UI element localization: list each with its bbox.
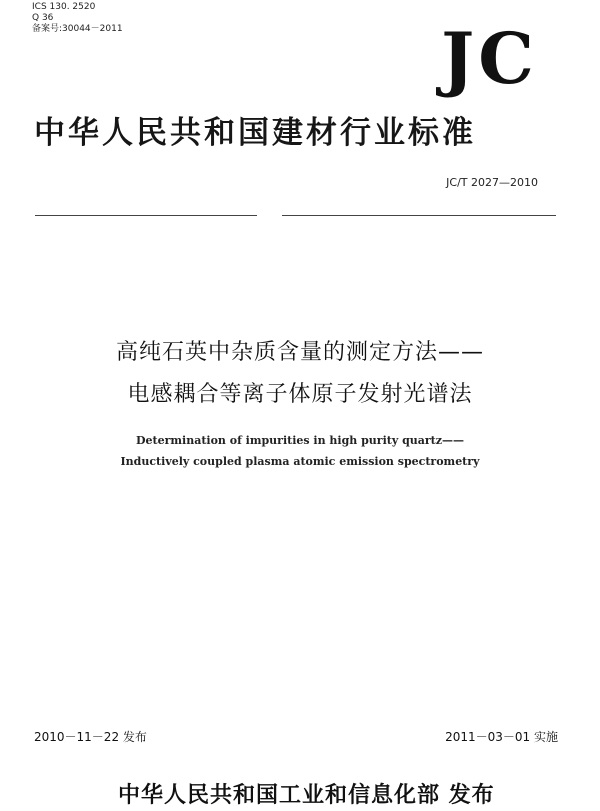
jc-logo: JC [441,17,538,100]
header-divider-right [282,215,556,216]
org-title: 中华人民共和国建材行业标准 [34,115,476,151]
header-divider-left [35,215,257,216]
title-en-line1: Determination of impurities in high purity quartz—— [135,434,465,447]
record-number: 备案号:30044－2011 [32,24,123,34]
title-zh-line2: 电感耦合等离子体原子发射光谱法 [127,382,473,407]
implementation-date: 2011－03－01 实施 [445,730,558,744]
issue-date: 2010－11－22 发布 [34,730,147,744]
standard-number: JC/T 2027—2010 [446,176,538,189]
classification-code: Q 36 [32,13,54,23]
issuing-authority: 中华人民共和国工业和信息化部 发布 [118,783,495,808]
title-zh-line1: 高纯石英中杂质含量的测定方法—— [115,340,484,365]
title-en-line2: Inductively coupled plasma atomic emission spectrometry [120,455,480,468]
ics-code: ICS 130. 2520 [32,2,96,12]
